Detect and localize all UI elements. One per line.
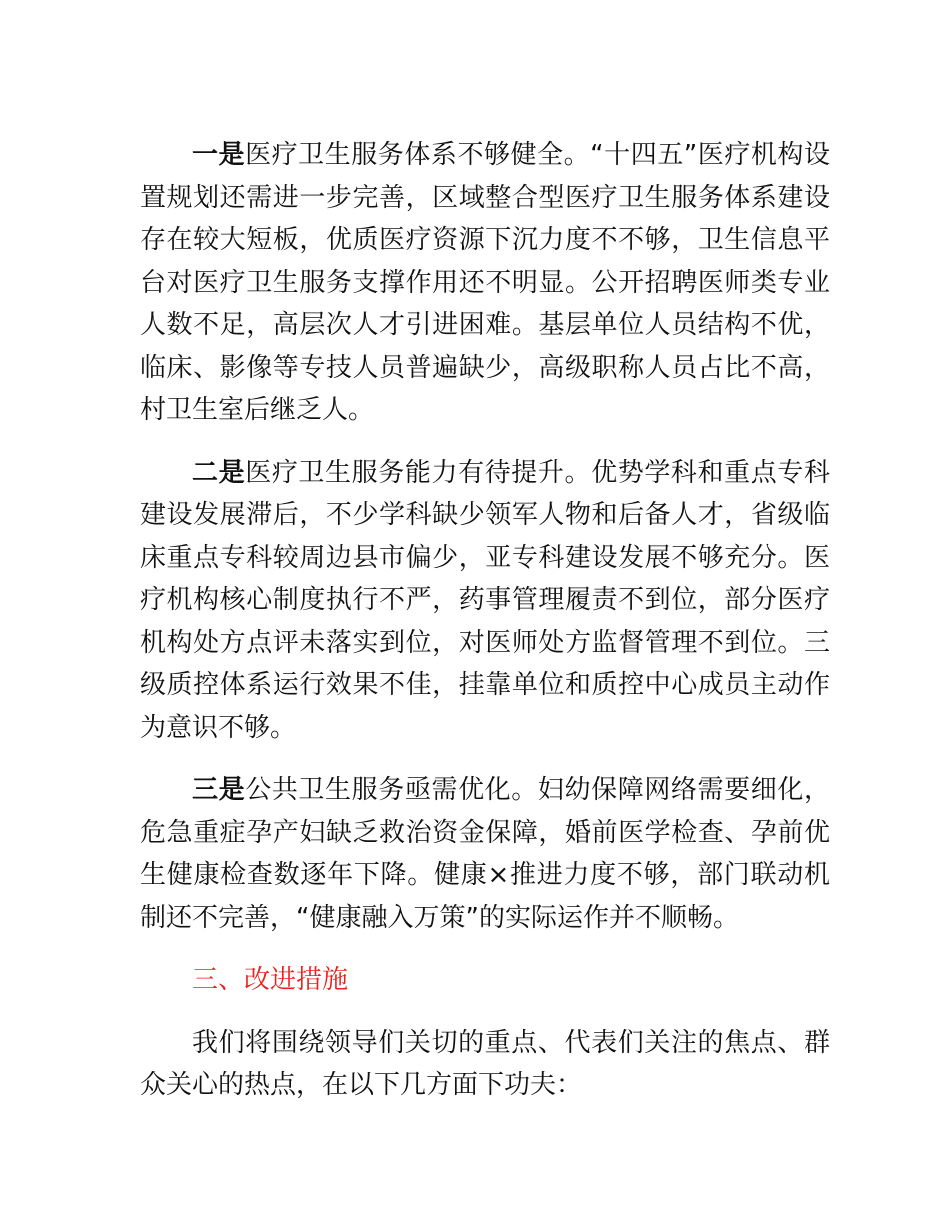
document-page (140, 134, 830, 1127)
paragraph-3 (140, 769, 830, 939)
paragraph-2-text: 医疗卫生服务能力有待提升。优势学科和重点专科建设发展滞后，不少学科缺少领军人物和后备人才，省级临床重点专科较周边县市偏少，亚专科建设发展不够充分。医疗机构核心制度执行不严，药事管理履责不到位，部分医疗机构处方点评未落实到位，对医师处方监督管理不到位。三级质控体系运行效果不佳，挂靠单位和质控中心成员主动作为意识不够。 (140, 457, 830, 743)
paragraph-1-text: 医疗卫生服务体系不够健全。“十四五”医疗机构设置规划还需进一步完善，区域整合型医疗卫生服务体系建设存在较大短板，优质医疗资源下沉力度不不够，卫生信息平台对医疗卫生服务支撑作用还不明显。公开招聘医师类专业人数不足，高层次人才引进困难。基层单位人员结构不优，临床、影像等专技人员普遍缺少，高级职称人员占比不高，村卫生室后继乏人。 (140, 140, 830, 425)
closing-paragraph: 我们将围绕领导们关切的重点、代表们关注的焦点、群众关心的热点，在以下几方面下功夫： (140, 1027, 830, 1100)
paragraph-3-lead: 三是 (192, 775, 246, 805)
paragraph-2-lead: 二是 (192, 457, 246, 488)
paragraph-1-lead: 一是 (192, 140, 246, 170)
paragraph-1 (140, 134, 830, 432)
section-heading: 三、改进措施 (192, 965, 349, 995)
paragraph-2 (140, 452, 830, 750)
paragraph-3-text: 公共卫生服务亟需优化。妇幼保障网络需要细化，危急重症孕产妇缺乏救治资金保障，婚前医学检查、孕前优生健康检查数逐年下降。健康×推进力度不够，部门联动机制还不完善，“健康融入万策”的实际运作并不顺畅。 (140, 775, 830, 933)
